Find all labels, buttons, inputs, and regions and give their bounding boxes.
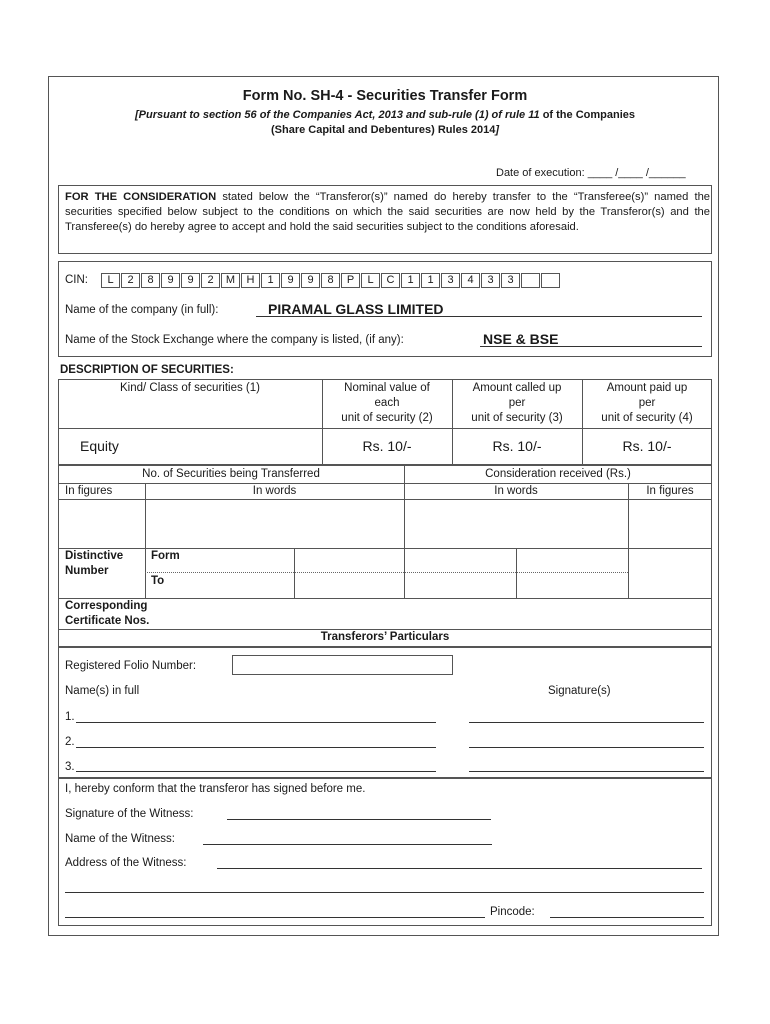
cin-cell[interactable]: P bbox=[341, 273, 360, 288]
transfer-divider-5 bbox=[58, 629, 712, 630]
cin-cell[interactable]: 9 bbox=[281, 273, 300, 288]
corresponding-label-2: Certificate Nos. bbox=[65, 615, 150, 627]
name-3-line[interactable] bbox=[76, 771, 436, 772]
col-called-header-3: unit of security (3) bbox=[471, 412, 563, 424]
signature-1-line[interactable] bbox=[469, 722, 704, 723]
cin-cell[interactable] bbox=[521, 273, 540, 288]
witness-name-line[interactable] bbox=[203, 844, 492, 845]
cin-cell[interactable]: 2 bbox=[121, 273, 140, 288]
securities-row-divider bbox=[58, 428, 712, 429]
witness-signature-line[interactable] bbox=[227, 819, 491, 820]
cin-cell[interactable]: 9 bbox=[161, 273, 180, 288]
in-figures-label-2: In figures bbox=[646, 485, 694, 497]
witness-address-label: Address of the Witness: bbox=[65, 857, 187, 869]
form-title: Form No. SH-4 - Securities Transfer Form bbox=[242, 88, 528, 104]
witness-confirm-text: I, hereby conform that the transferor has signed before me. bbox=[65, 783, 366, 795]
name-3-number: 3. bbox=[65, 761, 75, 773]
consideration-text: FOR THE CONSIDERATION stated below the “Transferor(s)” named do hereby transfer to the “Transferee(s)” named the securities specified below subject to the conditions on which the said securities are now held by the Transferor(s) and the Transferee(s) do hereby agree to accept and hold the said securities subject to the conditions aforesaid. bbox=[65, 191, 711, 233]
signature-2-line[interactable] bbox=[469, 747, 704, 748]
cin-cell[interactable]: M bbox=[221, 273, 240, 288]
cin-cell[interactable]: 3 bbox=[441, 273, 460, 288]
in-words-label-2: In words bbox=[494, 485, 538, 497]
pincode-label: Pincode: bbox=[490, 906, 535, 918]
transfer-divider-2 bbox=[58, 499, 712, 500]
col-paid-header-1: Amount paid up bbox=[606, 382, 688, 394]
transfer-divider-4 bbox=[58, 598, 712, 599]
signature-3-line[interactable] bbox=[469, 771, 704, 772]
col-called-header-2: per bbox=[508, 397, 526, 409]
names-label: Name(s) in full bbox=[65, 685, 140, 697]
paid-up-value[interactable]: Rs. 10/- bbox=[622, 438, 672, 454]
witness-address-line-2[interactable] bbox=[65, 892, 704, 893]
in-figures-label-1: In figures bbox=[65, 485, 113, 497]
witness-box bbox=[58, 778, 712, 926]
cin-cell[interactable]: 3 bbox=[501, 273, 520, 288]
name-2-line[interactable] bbox=[76, 747, 436, 748]
nominal-value[interactable]: Rs. 10/- bbox=[362, 438, 412, 454]
col-paid-header-2: per bbox=[638, 397, 656, 409]
cin-cell[interactable]: H bbox=[241, 273, 260, 288]
signatures-label: Signature(s) bbox=[548, 685, 611, 697]
cin-cell[interactable]: 9 bbox=[181, 273, 200, 288]
col-nominal-header-3: unit of security (2) bbox=[341, 412, 433, 424]
date-of-execution[interactable]: Date of execution: ____ /____ /______ bbox=[496, 167, 686, 179]
cin-cell[interactable]: 4 bbox=[461, 273, 480, 288]
in-words-label-1: In words bbox=[252, 485, 297, 497]
name-2-number: 2. bbox=[65, 736, 75, 748]
cin-cell[interactable]: 1 bbox=[261, 273, 280, 288]
witness-name-label: Name of the Witness: bbox=[65, 833, 175, 845]
called-up-value[interactable]: Rs. 10/- bbox=[492, 438, 542, 454]
pincode-line[interactable] bbox=[550, 917, 704, 918]
stock-exchange-label: Name of the Stock Exchange where the company is listed, (if any): bbox=[65, 334, 404, 346]
transfer-col-divider-b bbox=[516, 548, 517, 598]
company-name-line bbox=[256, 316, 702, 317]
cin-cell[interactable]: L bbox=[101, 273, 120, 288]
cin-cell[interactable]: 3 bbox=[481, 273, 500, 288]
cin-cell[interactable]: 9 bbox=[301, 273, 320, 288]
securities-heading: DESCRIPTION OF SECURITIES: bbox=[60, 364, 234, 376]
consideration-received-header: Consideration received (Rs.) bbox=[485, 468, 631, 480]
form-subtitle-line2: (Share Capital and Debentures) Rules 2014] bbox=[270, 124, 500, 136]
transfer-col-divider-right bbox=[628, 483, 629, 598]
cin-cell[interactable] bbox=[541, 273, 560, 288]
form-label: Form bbox=[151, 550, 180, 562]
form-subtitle-line1: [Pursuant to section 56 of the Companies Act, 2013 and sub-rule (1) of rule 11 of the Companies bbox=[135, 109, 635, 121]
to-label: To bbox=[151, 575, 165, 587]
cin-cell[interactable]: 8 bbox=[141, 273, 160, 288]
distinctive-label-2: Number bbox=[65, 565, 109, 577]
witness-address-line-1[interactable] bbox=[217, 868, 702, 869]
stock-exchange-line bbox=[480, 346, 702, 347]
corresponding-label-1: Corresponding bbox=[65, 600, 148, 612]
witness-address-line-3[interactable] bbox=[65, 917, 485, 918]
transfer-col-divider-a bbox=[294, 548, 295, 598]
folio-label: Registered Folio Number: bbox=[65, 660, 197, 672]
security-kind-value[interactable]: Equity bbox=[80, 438, 119, 454]
cin-label: CIN: bbox=[65, 274, 88, 286]
col-nominal-header-1: Nominal value of bbox=[344, 382, 430, 394]
transfer-divider-3 bbox=[58, 548, 712, 549]
cin-cell[interactable]: C bbox=[381, 273, 400, 288]
distinctive-label-1: Distinctive bbox=[65, 550, 124, 562]
company-name-label: Name of the company (in full): bbox=[65, 304, 219, 316]
col-nominal-header-2: each bbox=[374, 397, 400, 409]
transferors-heading: Transferors’ Particulars bbox=[320, 631, 450, 643]
folio-input[interactable] bbox=[232, 655, 453, 675]
cin-cell[interactable]: L bbox=[361, 273, 380, 288]
no-of-securities-header: No. of Securities being Transferred bbox=[142, 468, 320, 480]
form-to-divider bbox=[145, 572, 628, 573]
name-1-number: 1. bbox=[65, 711, 75, 723]
transfer-col-divider-left bbox=[145, 483, 146, 598]
company-name-value[interactable]: PIRAMAL GLASS LIMITED bbox=[268, 301, 444, 317]
name-1-line[interactable] bbox=[76, 722, 436, 723]
transfer-divider-1 bbox=[58, 483, 712, 484]
col-kind-header: Kind/ Class of securities (1) bbox=[120, 382, 260, 394]
cin-cell[interactable]: 1 bbox=[401, 273, 420, 288]
cin-cell[interactable]: 1 bbox=[421, 273, 440, 288]
witness-signature-label: Signature of the Witness: bbox=[65, 808, 194, 820]
cin-cell[interactable]: 2 bbox=[201, 273, 220, 288]
stock-exchange-value[interactable]: NSE & BSE bbox=[483, 331, 559, 347]
col-called-header-1: Amount called up bbox=[472, 382, 562, 394]
cin-cell[interactable]: 8 bbox=[321, 273, 340, 288]
col-paid-header-3: unit of security (4) bbox=[601, 412, 693, 424]
